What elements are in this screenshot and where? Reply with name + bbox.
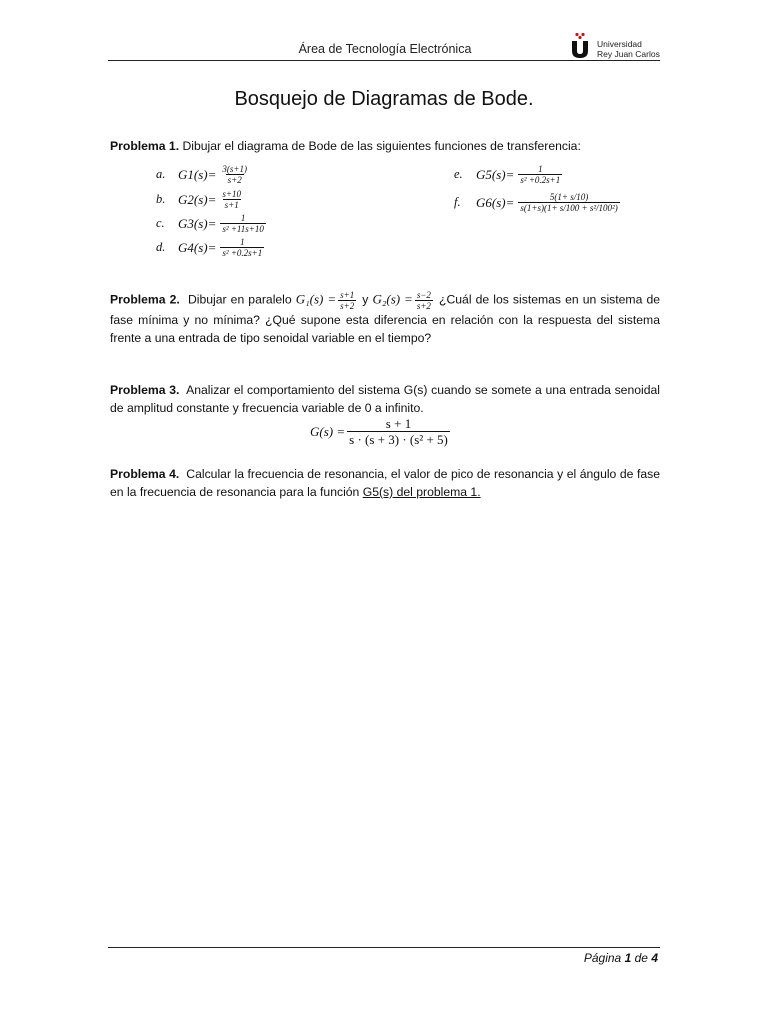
problem-4-text: Calcular la frecuencia de resonancia, el valor de pico de resonancia y el ángulo de fase en la frecuencia de resonancia para la función xyxy=(110,467,660,499)
problem-3-label: Problema 3. xyxy=(110,383,180,397)
problem-4-label: Problema 4. xyxy=(110,467,180,481)
problem-2-label: Problema 2. xyxy=(110,292,180,307)
item-letter: b. xyxy=(156,192,166,206)
formula-lhs: G(s) = xyxy=(310,423,346,439)
item-fraction xyxy=(220,213,265,234)
item-function: G1(s)= xyxy=(178,166,217,182)
university-name xyxy=(597,39,660,59)
fraction-numerator: s+10 xyxy=(222,189,241,199)
footer-divider xyxy=(108,947,660,948)
header-divider xyxy=(108,60,660,61)
of-word: de xyxy=(634,951,648,965)
item-letter: a. xyxy=(156,167,166,181)
problem-2-text-b: ¿Cuál de los sistemas en un sistema de fase mínima y no mínima? ¿Qué supone esta diferencia en relación con la respuesta del sistema frente a una entrada de tipo senoidal variable en el tiempo? xyxy=(110,292,661,345)
problem-1-item-e xyxy=(454,164,564,185)
fraction-numerator: 1 xyxy=(538,164,543,174)
fraction-denominator: s+2 xyxy=(416,301,431,311)
item-letter: e. xyxy=(454,167,463,181)
item-fraction xyxy=(220,237,264,258)
item-letter: f. xyxy=(454,195,461,209)
item-fraction xyxy=(518,192,619,213)
fraction-denominator: s² +11s+10 xyxy=(222,224,264,234)
university-line-2: Rey Juan Carlos xyxy=(597,49,660,59)
problem-2-text-a: Dibujar en paralelo xyxy=(187,292,292,307)
conjunction-y: y xyxy=(362,292,369,307)
page-word: Página xyxy=(583,951,622,965)
header-area-title: Área de Tecnología Electrónica xyxy=(298,42,472,56)
page-footer xyxy=(584,951,658,965)
problem-1-item-f xyxy=(454,192,622,213)
fraction-denominator: s+2 xyxy=(227,175,242,185)
problem-1-item-b xyxy=(156,189,245,210)
fraction-numerator: s−2 xyxy=(416,290,431,300)
item-function: G4(s)= xyxy=(178,239,217,255)
fraction-denominator: s² +0.2s+1 xyxy=(520,175,561,185)
problem-4-reference-link[interactable]: G5(s) del problema 1. xyxy=(362,485,481,499)
item-fraction xyxy=(220,164,249,185)
problem-1-statement xyxy=(110,137,660,155)
problem-3-formula xyxy=(310,416,452,447)
g2-lhs: G₂(s) = xyxy=(372,291,413,307)
item-letter: d. xyxy=(156,240,166,254)
page-number: 1 xyxy=(624,951,632,965)
fraction-numerator: 1 xyxy=(240,237,245,247)
g1-lhs: G₁(s) = xyxy=(295,291,337,307)
problem-4-statement xyxy=(110,465,660,501)
g1-fraction xyxy=(338,290,356,311)
fraction-numerator: 5(1+ s/10) xyxy=(549,192,589,202)
problem-1-text: Dibujar el diagrama de Bode de las siguientes funciones de transferencia: xyxy=(182,139,581,153)
problem-3-text: Analizar el comportamiento del sistema G(s) cuando se somete a una entrada senoidal de amplitud constante y frecuencia variable de 0 a infinito. xyxy=(110,383,660,415)
item-function: G5(s)= xyxy=(476,166,515,182)
fraction-denominator: s+2 xyxy=(340,301,355,311)
fraction-numerator: 3(s+1) xyxy=(222,164,247,174)
university-logo xyxy=(569,28,663,60)
problem-1-item-a xyxy=(156,164,251,185)
item-fraction xyxy=(220,189,243,210)
problem-3-statement xyxy=(110,381,660,417)
fraction-denominator: s · (s + 3) · (s² + 5) xyxy=(349,432,448,447)
fraction-denominator: s² +0.2s+1 xyxy=(222,248,263,258)
formula-fraction xyxy=(347,416,450,447)
university-line-1: Universidad xyxy=(597,39,642,49)
item-function: G3(s)= xyxy=(178,215,217,231)
fraction-denominator: s+1 xyxy=(224,200,239,210)
item-letter: c. xyxy=(156,216,165,230)
item-function: G2(s)= xyxy=(178,191,217,207)
fraction-numerator: 1 xyxy=(240,213,246,223)
problem-2-statement xyxy=(110,290,660,347)
item-function: G6(s)= xyxy=(476,194,515,210)
urjc-logo-icon xyxy=(569,32,591,58)
page-total: 4 xyxy=(651,951,658,965)
fraction-denominator: s(1+s)(1+ s/100 + s²/100²) xyxy=(520,203,618,213)
item-fraction xyxy=(518,164,562,185)
problem-1-item-d xyxy=(156,237,266,258)
g2-fraction xyxy=(415,290,433,311)
document-title: Bosquejo de Diagramas de Bode. xyxy=(234,88,534,110)
problem-1-label: Problema 1. xyxy=(110,139,180,153)
fraction-numerator: s+1 xyxy=(340,290,355,300)
problem-1-item-c xyxy=(156,213,268,234)
fraction-numerator: s + 1 xyxy=(385,416,412,431)
